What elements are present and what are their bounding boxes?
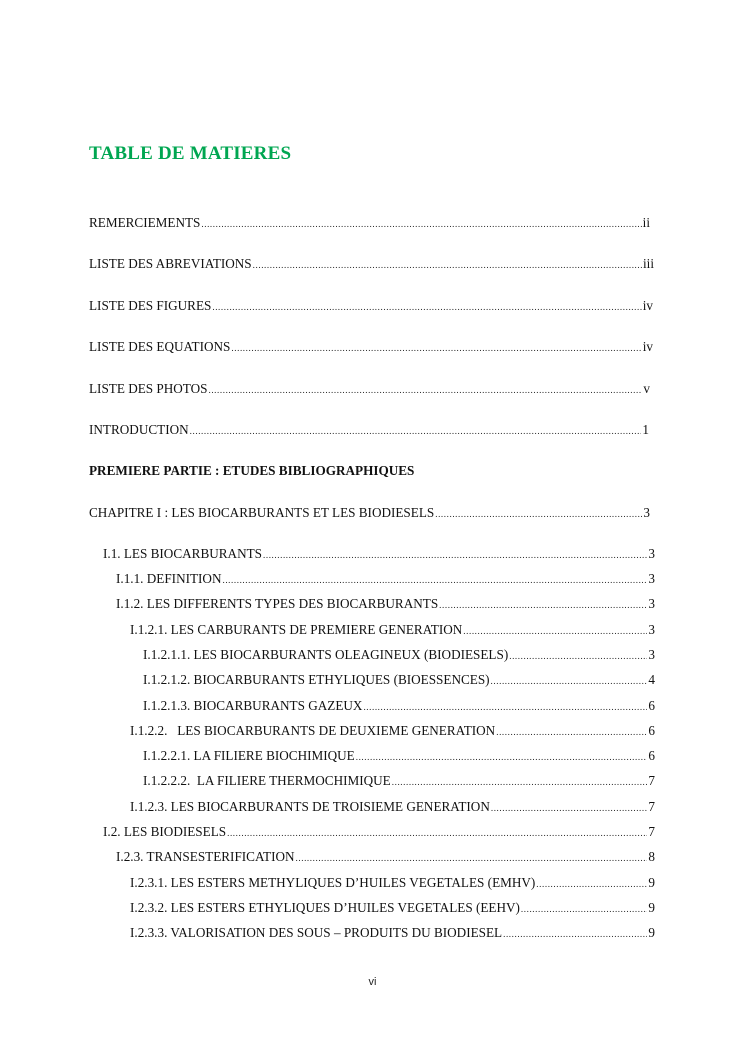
toc-entry-label: LISTE DES ABREVIATIONS — [89, 256, 252, 271]
toc-entry-page: 3 — [648, 647, 655, 662]
toc-entry-introduction[interactable] — [89, 422, 649, 439]
dot-leader — [496, 724, 647, 740]
dot-leader — [491, 800, 648, 816]
toc-entry-page: 3 — [648, 596, 655, 611]
toc-entry-page: 6 — [648, 698, 655, 713]
toc-entry-figures[interactable] — [89, 298, 653, 315]
toc-entry-label: I.2.3.1. LES ESTERS METHYLIQUES D’HUILES VEGETALES (EMHV) — [130, 875, 536, 890]
toc-entry-remerciements[interactable] — [89, 215, 650, 232]
dot-leader — [296, 850, 648, 866]
toc-entry-section[interactable] — [130, 723, 655, 740]
dot-leader — [503, 926, 647, 942]
page-number: vi — [368, 976, 377, 988]
toc-entry-section[interactable] — [143, 773, 655, 790]
toc-entry-label: I.1.2.1.1. LES BIOCARBURANTS OLEAGINEUX (BIODIESELS) — [143, 647, 509, 662]
dot-leader — [263, 547, 647, 563]
toc-entry-page: 7 — [648, 824, 655, 839]
toc-entry-label: LISTE DES EQUATIONS — [89, 339, 231, 354]
toc-entry-page: v — [643, 381, 650, 396]
toc-entry-page: 4 — [648, 672, 655, 687]
toc-entry-section[interactable] — [143, 647, 655, 664]
dot-leader — [356, 749, 648, 765]
toc-entry-label: I.1.2. LES DIFFERENTS TYPES DES BIOCARBURANTS — [116, 596, 439, 611]
toc-entry-page: iv — [642, 339, 653, 354]
toc-entry-section[interactable] — [143, 698, 655, 715]
toc-entry-abreviations[interactable] — [89, 256, 654, 273]
toc-entry-label: I.1.2.3. LES BIOCARBURANTS DE TROISIEME GENERATION — [130, 799, 490, 814]
dot-leader — [392, 774, 648, 790]
dot-leader — [509, 648, 647, 664]
toc-entry-section[interactable] — [143, 672, 655, 689]
toc-entry-label: LISTE DES PHOTOS — [89, 381, 208, 396]
toc-entry-page: 9 — [648, 875, 655, 890]
toc-entry-label: REMERCIEMENTS — [89, 215, 201, 230]
toc-entry-chapter-1[interactable] — [89, 505, 650, 522]
toc-entry-section[interactable] — [130, 925, 655, 942]
toc-entry-label: CHAPITRE I : LES BIOCARBURANTS ET LES BIODIESELS — [89, 505, 435, 520]
toc-entry-page: iv — [642, 298, 653, 313]
dot-leader — [463, 623, 647, 639]
toc-entry-label: I.2.3.2. LES ESTERS ETHYLIQUES D’HUILES VEGETALES (EEHV) — [130, 900, 520, 915]
dot-leader — [435, 506, 642, 522]
toc-entry-label: I.2. LES BIODIESELS — [103, 824, 227, 839]
toc-entry-section[interactable] — [130, 799, 655, 816]
toc-entry-label: I.1.1. DEFINITION — [116, 571, 222, 586]
toc-entry-page: 8 — [648, 849, 655, 864]
toc-entry-label: I.1.2.1.2. BIOCARBURANTS ETHYLIQUES (BIOESSENCES) — [143, 672, 490, 687]
dot-leader — [201, 216, 641, 232]
toc-entry-label: I.1.2.2.2. LA FILIERE THERMOCHIMIQUE — [143, 773, 391, 788]
toc-entry-label: LISTE DES FIGURES — [89, 298, 212, 313]
toc-entry-section[interactable] — [116, 596, 655, 613]
toc-entry-label: I.2.3.3. VALORISATION DES SOUS – PRODUITS DU BIODIESEL — [130, 925, 503, 940]
toc-entry-page: 3 — [648, 622, 655, 637]
toc-entry-section[interactable] — [103, 546, 655, 563]
page-title: TABLE DE MATIERES — [89, 143, 292, 164]
dot-leader — [208, 382, 642, 398]
toc-entry-label: I.1. LES BIOCARBURANTS — [103, 546, 262, 561]
toc-entry-page: 6 — [648, 748, 655, 763]
dot-leader — [439, 597, 647, 613]
toc-entry-page: 3 — [648, 546, 655, 561]
dot-leader — [536, 876, 647, 892]
toc-entry-label: I.1.2.2. LES BIOCARBURANTS DE DEUXIEME GENERATION — [130, 723, 496, 738]
dot-leader — [253, 257, 642, 273]
toc-entry-page: ii — [642, 215, 650, 230]
toc-entry-page: 7 — [648, 773, 655, 788]
dot-leader — [212, 299, 641, 315]
toc-entry-page: 6 — [648, 723, 655, 738]
dot-leader — [222, 572, 647, 588]
dot-leader — [231, 340, 641, 356]
toc-entry-section[interactable] — [116, 849, 655, 866]
toc-entry-section[interactable] — [143, 748, 655, 765]
toc-entry-section[interactable] — [130, 875, 655, 892]
toc-entry-page: 3 — [648, 571, 655, 586]
dot-leader — [227, 825, 647, 841]
toc-entry-section[interactable] — [130, 900, 655, 917]
toc-entry-label: INTRODUCTION — [89, 422, 189, 437]
dot-leader — [190, 423, 642, 439]
toc-entry-page: 1 — [642, 422, 649, 437]
toc-entry-label: I.1.2.2.1. LA FILIERE BIOCHIMIQUE — [143, 748, 355, 763]
toc-entry-label: I.2.3. TRANSESTERIFICATION — [116, 849, 295, 864]
dot-leader — [521, 901, 648, 917]
toc-entry-section[interactable] — [103, 824, 655, 841]
toc-entry-page: 3 — [643, 505, 650, 520]
toc-entry-photos[interactable] — [89, 381, 650, 398]
toc-entry-label: I.1.2.1.3. BIOCARBURANTS GAZEUX — [143, 698, 363, 713]
toc-entry-page: 7 — [648, 799, 655, 814]
part-heading: PREMIERE PARTIE : ETUDES BIBLIOGRAPHIQUES — [89, 463, 415, 478]
toc-entry-page: 9 — [648, 925, 655, 940]
toc-entry-section[interactable] — [116, 571, 655, 588]
dot-leader — [363, 699, 647, 715]
toc-entry-equations[interactable] — [89, 339, 653, 356]
toc-entry-label: I.1.2.1. LES CARBURANTS DE PREMIERE GENERATION — [130, 622, 463, 637]
toc-entry-page: 9 — [648, 900, 655, 915]
toc-entry-page: iii — [643, 256, 654, 271]
toc-entry-section[interactable] — [130, 622, 655, 639]
dot-leader — [491, 673, 648, 689]
